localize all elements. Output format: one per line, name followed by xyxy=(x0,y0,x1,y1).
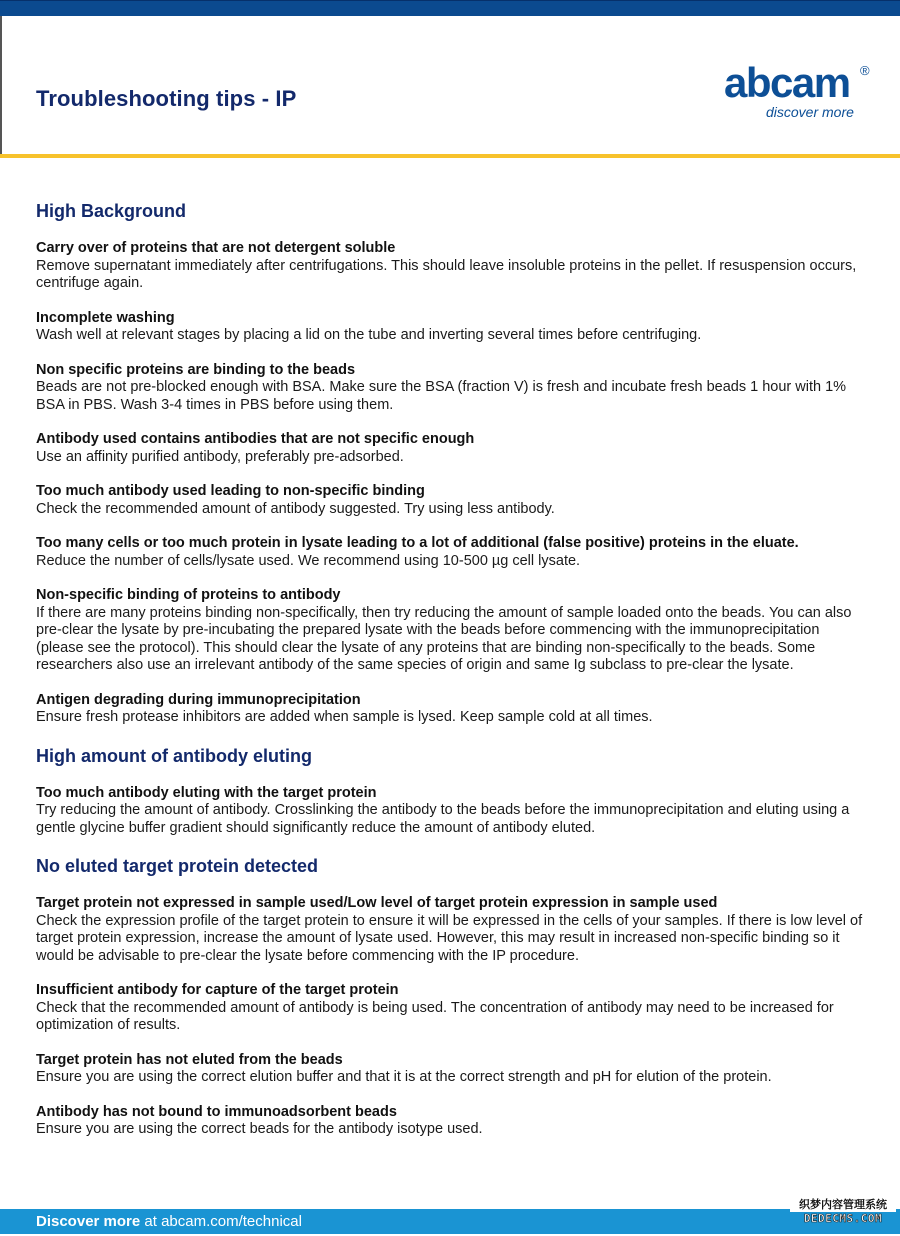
tip-title: Too many cells or too much protein in lysate leading to a lot of additional (false positive) proteins in the eluate. xyxy=(36,535,799,551)
tip-text: Wash well at relevant stages by placing a lid on the tube and inverting several times before centrifuging. xyxy=(36,327,702,343)
tip-title: Target protein has not eluted from the beads xyxy=(36,1051,343,1068)
tip-text: Try reducing the amount of antibody. Crosslinking the antibody to the beads before the immunoprecipitation and eluting using a gentle glycine buffer gradient should significantly reduce the amount of antibody eluted. xyxy=(36,802,850,836)
tip-item xyxy=(36,310,866,345)
document-body xyxy=(36,200,866,1156)
tip-title: Too much antibody eluting with the target protein xyxy=(36,784,377,801)
registered-mark-icon: ® xyxy=(860,63,870,78)
section-heading: No eluted target protein detected xyxy=(36,856,319,876)
tip-title: Non specific proteins are binding to the beads xyxy=(36,361,356,378)
tip-text: Ensure you are using the correct elution buffer and that it is at the correct strength and pH for elution of the protein. xyxy=(36,1069,772,1085)
tip-title: Incomplete washing xyxy=(36,309,175,326)
tip-item xyxy=(36,895,866,965)
tip-text: Reduce the number of cells/lysate used. We recommend using 10-500 µg cell lysate. xyxy=(36,552,581,569)
tip-text: Use an affinity purified antibody, preferably pre-adsorbed. xyxy=(36,448,404,465)
tip-item xyxy=(36,982,866,1035)
tip-title: Antigen degrading during immunoprecipitation xyxy=(36,691,361,708)
document-title: Troubleshooting tips - IP xyxy=(36,86,297,111)
tip-item xyxy=(36,1104,866,1139)
footer-bold-text: Discover more xyxy=(36,1213,141,1230)
tip-title: Non-specific binding of proteins to antibody xyxy=(36,587,341,603)
tip-item xyxy=(36,483,866,518)
tip-title: Carry over of proteins that are not detergent soluble xyxy=(36,240,396,256)
tip-title: Target protein not expressed in sample used/Low level of target protein expression in sample used xyxy=(36,895,718,911)
tip-title: Antibody has not bound to immunoadsorbent beads xyxy=(36,1103,397,1120)
footer-url-text: at abcam.com/technical xyxy=(140,1213,302,1230)
tip-text: Ensure you are using the correct beads for the antibody isotype used. xyxy=(36,1121,483,1137)
tip-item xyxy=(36,431,866,466)
tip-item xyxy=(36,785,866,838)
tip-item xyxy=(36,240,866,293)
tip-item xyxy=(36,362,866,415)
header-accent-line xyxy=(0,154,900,158)
tip-item xyxy=(36,692,866,727)
tip-text: Check that the recommended amount of antibody is being used. The concentration of antibody may need to be increased for optimization of results. xyxy=(36,999,834,1033)
section-heading: High Background xyxy=(36,201,187,221)
tip-item xyxy=(36,1052,866,1087)
tip-text: Ensure fresh protease inhibitors are added when sample is lysed. Keep sample cold at all times. xyxy=(36,709,653,725)
tip-item xyxy=(36,587,866,675)
tip-text: Beads are not pre-blocked enough with BSA. Make sure the BSA (fraction V) is fresh and incubate fresh beads 1 hour with 1% BSA in PBS. Wash 3-4 times in PBS before using them. xyxy=(36,379,847,413)
section-heading: High amount of antibody eluting xyxy=(36,745,312,766)
logo-wordmark: abcam xyxy=(724,59,850,106)
watermark-badge xyxy=(790,1199,896,1229)
tip-text: Remove supernatant immediately after centrifugations. This should leave insoluble proteins in the pellet. If resuspension occurs, centrifuge again. xyxy=(36,257,857,291)
tip-title: Antibody used contains antibodies that are not specific enough xyxy=(36,431,475,447)
abcam-logo xyxy=(724,59,884,122)
section-no-eluted-target xyxy=(36,855,866,1139)
footer-link[interactable] xyxy=(36,1213,302,1230)
tip-item xyxy=(36,535,866,570)
tip-title: Insufficient antibody for capture of the target protein xyxy=(36,982,399,998)
footer-bar xyxy=(0,1209,900,1234)
top-brand-bar xyxy=(0,0,900,16)
section-high-background xyxy=(36,200,866,727)
watermark-line-2: DEDECMS.COM xyxy=(803,1212,883,1225)
tip-text: Check the recommended amount of antibody suggested. Try using less antibody. xyxy=(36,500,555,517)
watermark-line-1: 织梦内容管理系统 xyxy=(790,1199,896,1212)
section-high-antibody-eluting xyxy=(36,745,866,838)
tip-text: If there are many proteins binding non-specifically, then try reducing the amount of sample loaded onto the beads. You can also pre-clear the lysate by pre-incubating the prepared lysate with the beads before commencing with the immunoprecipitation (please see the protocol). This should clear the lysate of any proteins that are binding non-specifically to the beads. Some researchers also use an irrelevant antibody of the same species of origin and same Ig subclass to pre-clear the lysate. xyxy=(36,604,852,673)
tip-title: Too much antibody used leading to non-specific binding xyxy=(36,483,425,499)
logo-tagline: discover more xyxy=(766,104,854,120)
tip-text: Check the expression profile of the target protein to ensure it will be expressed in the cells of your samples. If there is low level of target protein expression, increase the amount of lysate used. However, this may result in increased non-specific binding so it would be advisable to pre-clear the lysate before commencing with the IP procedure. xyxy=(36,912,863,964)
